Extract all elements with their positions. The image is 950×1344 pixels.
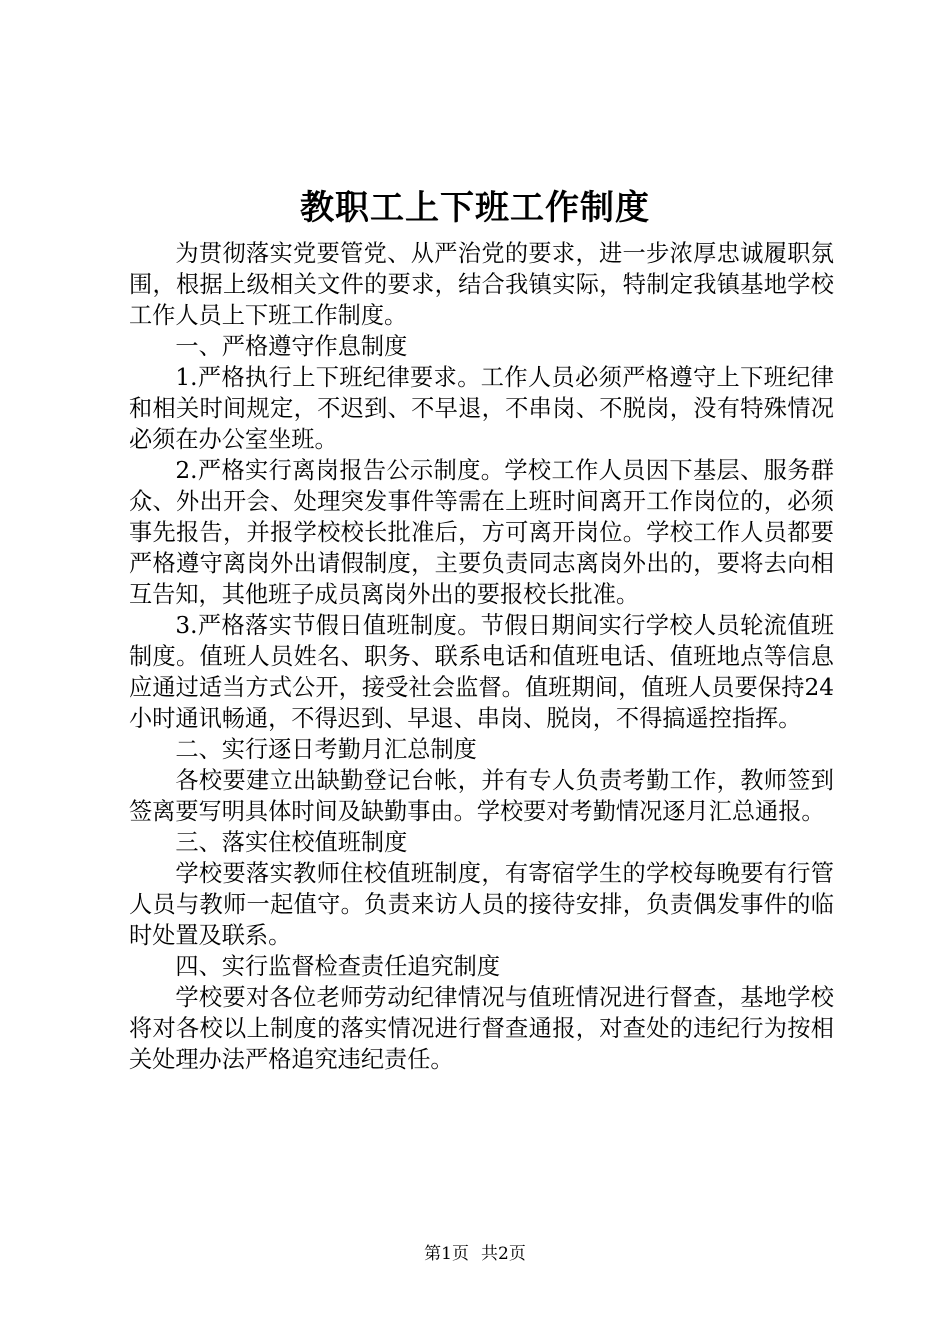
document-title: 教职工上下班工作制度 — [300, 188, 650, 228]
body-paragraph: 学校要对各位老师劳动纪律情况与值班情况进行督查，基地学校将对各校以上制度的落实情况进行督查通报，对查处的违纪行为按相关处理办法严格追究违纪责任。 — [129, 984, 834, 1073]
page-footer — [0, 1242, 950, 1266]
page-number-current: 第1页 — [424, 1244, 469, 1264]
section-heading: 二、实行逐日考勤月汇总制度 — [175, 736, 477, 763]
page-number-total: 共2页 — [481, 1244, 526, 1264]
body-paragraph: 学校要落实教师住校值班制度，有寄宿学生的学校每晚要有行管人员与教师一起值守。负责来访人员的接待安排，负责偶发事件的临时处置及联系。 — [129, 860, 834, 949]
section-heading: 四、实行监督检查责任追究制度 — [175, 953, 501, 980]
body-paragraph: 各校要建立出缺勤登记台帐，并有专人负责考勤工作，教师签到签离要写明具体时间及缺勤事由。学校要对考勤情况逐月汇总通报。 — [129, 767, 834, 825]
intro-paragraph: 为贯彻落实党要管党、从严治党的要求，进一步浓厚忠诚履职氛围，根据上级相关文件的要求，结合我镇实际，特制定我镇基地学校工作人员上下班工作制度。 — [129, 240, 834, 329]
body-paragraph: 2.严格实行离岗报告公示制度。学校工作人员因下基层、服务群众、外出开会、处理突发事件等需在上班时间离开工作岗位的，必须事先报告，并报学校校长批准后，方可离开岗位。学校工作人员都要严格遵守离岗外出请假制度，主要负责同志离岗外出的，要将去向相互告知，其他班子成员离岗外出的要报校长批准。 — [129, 457, 834, 608]
section-heading: 三、落实住校值班制度 — [175, 829, 408, 856]
section-heading: 一、严格遵守作息制度 — [175, 333, 408, 360]
body-paragraph: 3.严格落实节假日值班制度。节假日期间实行学校人员轮流值班制度。值班人员姓名、职务、联系电话和值班电话、值班地点等信息应通过适当方式公开，接受社会监督。值班期间，值班人员要保持24小时通讯畅通，不得迟到、早退、串岗、脱岗，不得搞遥控指挥。 — [129, 612, 834, 732]
body-paragraph: 1.严格执行上下班纪律要求。工作人员必须严格遵守上下班纪律和相关时间规定，不迟到、不早退，不串岗、不脱岗，没有特殊情况必须在办公室坐班。 — [129, 364, 834, 453]
document-body — [129, 238, 834, 1075]
